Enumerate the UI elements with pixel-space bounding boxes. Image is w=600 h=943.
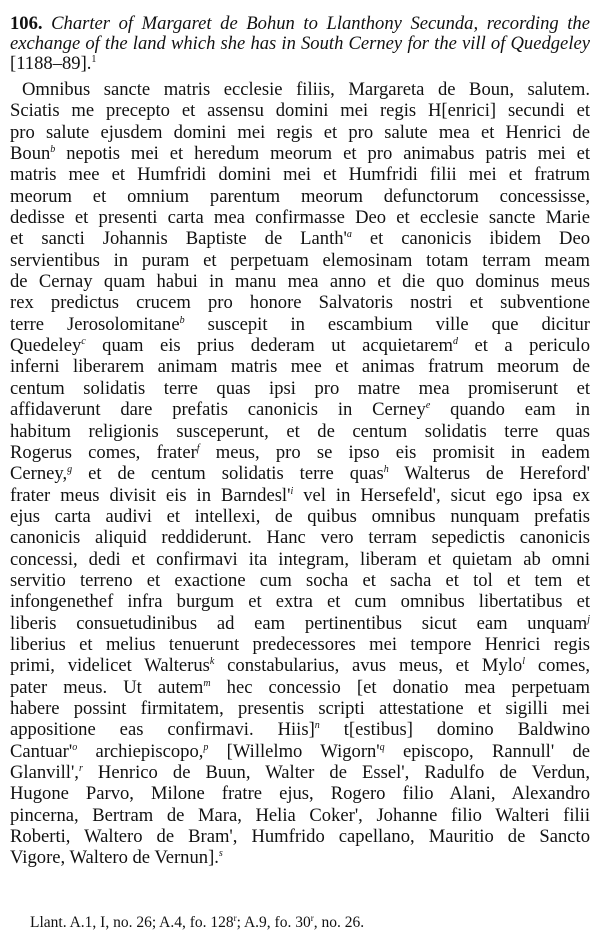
text-line: [10, 79, 590, 100]
text-run: suscepit in escambium ville que dicitur: [184, 313, 590, 335]
variant-note-mark: m: [203, 677, 211, 689]
text-line: [10, 292, 590, 313]
variant-note-mark: h: [383, 464, 389, 476]
text-line: [10, 826, 590, 847]
text-line: [10, 762, 590, 783]
text-run: comes,: [525, 655, 590, 677]
text-run: pro salute ejusdem domini mei regis et pro salute mea et Henrici de: [10, 121, 590, 143]
variant-note-mark: d: [453, 336, 458, 348]
manuscript-source: [30, 914, 364, 932]
text-line: [10, 719, 590, 740]
text-line: [10, 613, 590, 634]
text-run: servitio terreno et exactione cum socha et sacha et tol et tem et: [10, 569, 590, 591]
text-run: vel in Hersefeld', sicut ego ipsa ex: [293, 484, 590, 506]
folio-side-mark: r: [233, 913, 237, 923]
text-run: Rogerus comes, frater: [10, 441, 197, 463]
text-line: [10, 442, 590, 463]
text-line: [10, 677, 590, 698]
source-text: Llant. A.1, I, no. 26; A.4, fo. 128: [30, 914, 234, 931]
text-line: [10, 143, 590, 164]
text-run: canonicis aliquid reddiderunt. Hanc vero terram sepedictis canonicis: [10, 527, 590, 549]
text-line: [10, 549, 590, 570]
text-run: archiepiscopo,: [77, 740, 204, 762]
charter-heading: [10, 14, 590, 74]
variant-note-mark: s: [218, 848, 223, 860]
text-run: frater meus divisit eis in Barndesl': [10, 484, 291, 506]
text-run: Glanvill',: [10, 762, 79, 783]
text-run: primi, videlicet Walterus: [10, 655, 210, 677]
variant-note-mark: g: [67, 464, 73, 476]
text-line: [10, 399, 590, 420]
text-line: [10, 356, 590, 377]
text-run: Sciatis me precepto et assensu domini mei regis H[enrici] secundi et: [10, 100, 590, 122]
footnote-mark: 1: [91, 54, 97, 65]
text-run: inferni liberarem animam matris mee et animas fratrum meorum de: [10, 356, 590, 378]
text-line: [10, 783, 590, 804]
variant-note-mark: j: [587, 613, 590, 625]
text-line: [10, 228, 590, 249]
text-run: ejus carta audivi et intellexi, de quibus omnibus nunquam prefatis: [10, 505, 590, 527]
text-run: Cantuar': [10, 740, 73, 762]
text-line: [10, 485, 590, 506]
charter-text: [10, 79, 590, 869]
variant-note-mark: q: [379, 741, 385, 753]
text-run: liberis consuetudinibus ad eam pertinentibus sicut eam unquam: [10, 612, 588, 634]
text-run: affidaverunt dare prefatis canonicis in Cerney: [10, 399, 426, 421]
text-run: et canonicis ibidem Deo: [351, 228, 590, 250]
variant-note-mark: p: [203, 741, 209, 753]
text-line: [10, 463, 590, 484]
text-line: [10, 164, 590, 185]
variant-note-mark: b: [50, 144, 56, 156]
source-text: , no. 26.: [313, 914, 365, 931]
text-run: et sancti Johannis Baptiste de Lanth': [10, 228, 347, 250]
variant-note-mark: c: [81, 336, 86, 348]
text-run: nepotis mei et heredum meorum et pro animabus patris mei et: [55, 143, 590, 165]
variant-note-mark: e: [425, 400, 431, 412]
text-run: Hugone Parvo, Milone fratre ejus, Rogero filio Alani, Alexandro: [10, 783, 590, 805]
text-line: [10, 591, 590, 612]
text-line: [10, 805, 590, 826]
text-line: [10, 207, 590, 228]
text-run: Cerney,: [10, 463, 68, 485]
text-run: quam eis prius dederam ut acquietarem: [85, 335, 453, 357]
text-line: [10, 122, 590, 143]
variant-note-mark: k: [209, 656, 215, 668]
text-line: [10, 100, 590, 121]
variant-note-mark: a: [346, 229, 352, 241]
text-line: [10, 570, 590, 591]
text-run: t[estibus] domino Baldwino: [319, 719, 590, 741]
source-text: ; A.9, fo. 30: [236, 914, 311, 931]
text-run: matris mee et Humfridi domini mei et Humfridi filii mei et fratrum: [10, 164, 590, 186]
text-run: centum solidatis terre quas ipsi pro matre mea promiserunt et: [10, 377, 590, 399]
text-run: Quedeley: [10, 335, 82, 357]
text-run: Walterus de Hereford': [388, 463, 590, 485]
text-line: [10, 741, 590, 762]
text-line: [10, 335, 590, 356]
text-line: [10, 186, 590, 207]
text-line: [10, 698, 590, 719]
text-run: liberius et melius tenuerunt predecessores mei tempore Henrici regis: [10, 633, 590, 655]
charter-date: [1188–89].: [10, 53, 92, 74]
text-run: habere possint firmitatem, presentis scripti attestatione et sigilli mei: [10, 697, 590, 719]
variant-note-mark: i: [290, 485, 294, 497]
text-run: concessi, dedi et confirmavi ita integram, liberam et quietam ab omni: [10, 548, 590, 570]
variant-note-mark: l: [522, 656, 525, 668]
text-run: meus, pro se ipso eis promisit in eadem: [199, 441, 590, 463]
text-run: Henrico de Buun, Walter de Essel', Radulfo de Verdun,: [82, 762, 590, 783]
text-run: appositione eas confirmavi. Hiis]: [10, 719, 315, 741]
variant-note-mark: b: [179, 314, 185, 326]
text-run: et de centum solidatis terre quas: [72, 463, 384, 485]
text-run: quando eam in: [430, 399, 590, 421]
folio-side-mark: r: [310, 913, 314, 923]
text-run: rex predictus crucem pro honore Salvatoris nostri et subventione: [10, 292, 590, 314]
text-line: [10, 527, 590, 548]
text-run: episcopo, Rannull' de: [384, 740, 590, 762]
text-run: [Willelmo Wigorn': [208, 740, 380, 762]
variant-note-mark: n: [314, 720, 320, 732]
text-line: [10, 847, 590, 868]
charter-number: 106.: [10, 13, 43, 34]
text-run: Roberti, Waltero de Bram', Humfrido capellano, Mauritio de Sancto: [10, 826, 590, 848]
variant-note-mark: f: [196, 442, 200, 454]
text-run: servientibus in puram et perpetuam elemosinam totam terram meam: [10, 249, 590, 271]
text-run: Omnibus sancte matris ecclesie filiis, Margareta de Boun, salutem.: [22, 79, 590, 100]
text-line: [10, 250, 590, 271]
text-run: terre Jerosolomitane: [10, 313, 180, 335]
text-run: hec concessio [et donatio mea perpetuam: [210, 676, 590, 698]
text-line: [10, 655, 590, 676]
charter-title: Charter of Margaret de Bohun to Llanthony Secunda, recording the exchange of the land which she has in South Cerney for the vill of Quedgeley: [10, 13, 590, 54]
variant-note-mark: r: [78, 763, 83, 774]
text-run: constabularius, avus meus, et Mylo: [214, 655, 523, 677]
text-run: Boun: [10, 143, 51, 165]
text-run: pincerna, Bertram de Mara, Helia Coker', Johanne filio Walteri filii: [10, 804, 590, 826]
text-line: [10, 271, 590, 292]
text-run: infongenethef infra burgum et extra et cum omnibus libertatibus et: [10, 591, 590, 613]
text-run: Vigore, Waltero de Vernun].: [10, 847, 219, 869]
text-run: pater meus. Ut autem: [10, 676, 204, 698]
text-run: habitum religionis susceperunt, et de centum solidatis terre quas: [10, 420, 590, 442]
variant-note-mark: o: [72, 741, 78, 753]
text-line: [10, 634, 590, 655]
text-line: [10, 378, 590, 399]
text-run: et a periculo: [458, 335, 591, 357]
text-line: [10, 421, 590, 442]
text-run: dedisse et presenti carta mea confirmasse Deo et ecclesie sancte Marie: [10, 207, 590, 229]
text-run: de Cernay quam habui in manu mea anno et die quo dominus meus: [10, 271, 590, 293]
text-line: [10, 314, 590, 335]
text-line: [10, 506, 590, 527]
text-run: meorum et omnium parentum meorum defunctorum concessisse,: [10, 185, 590, 207]
